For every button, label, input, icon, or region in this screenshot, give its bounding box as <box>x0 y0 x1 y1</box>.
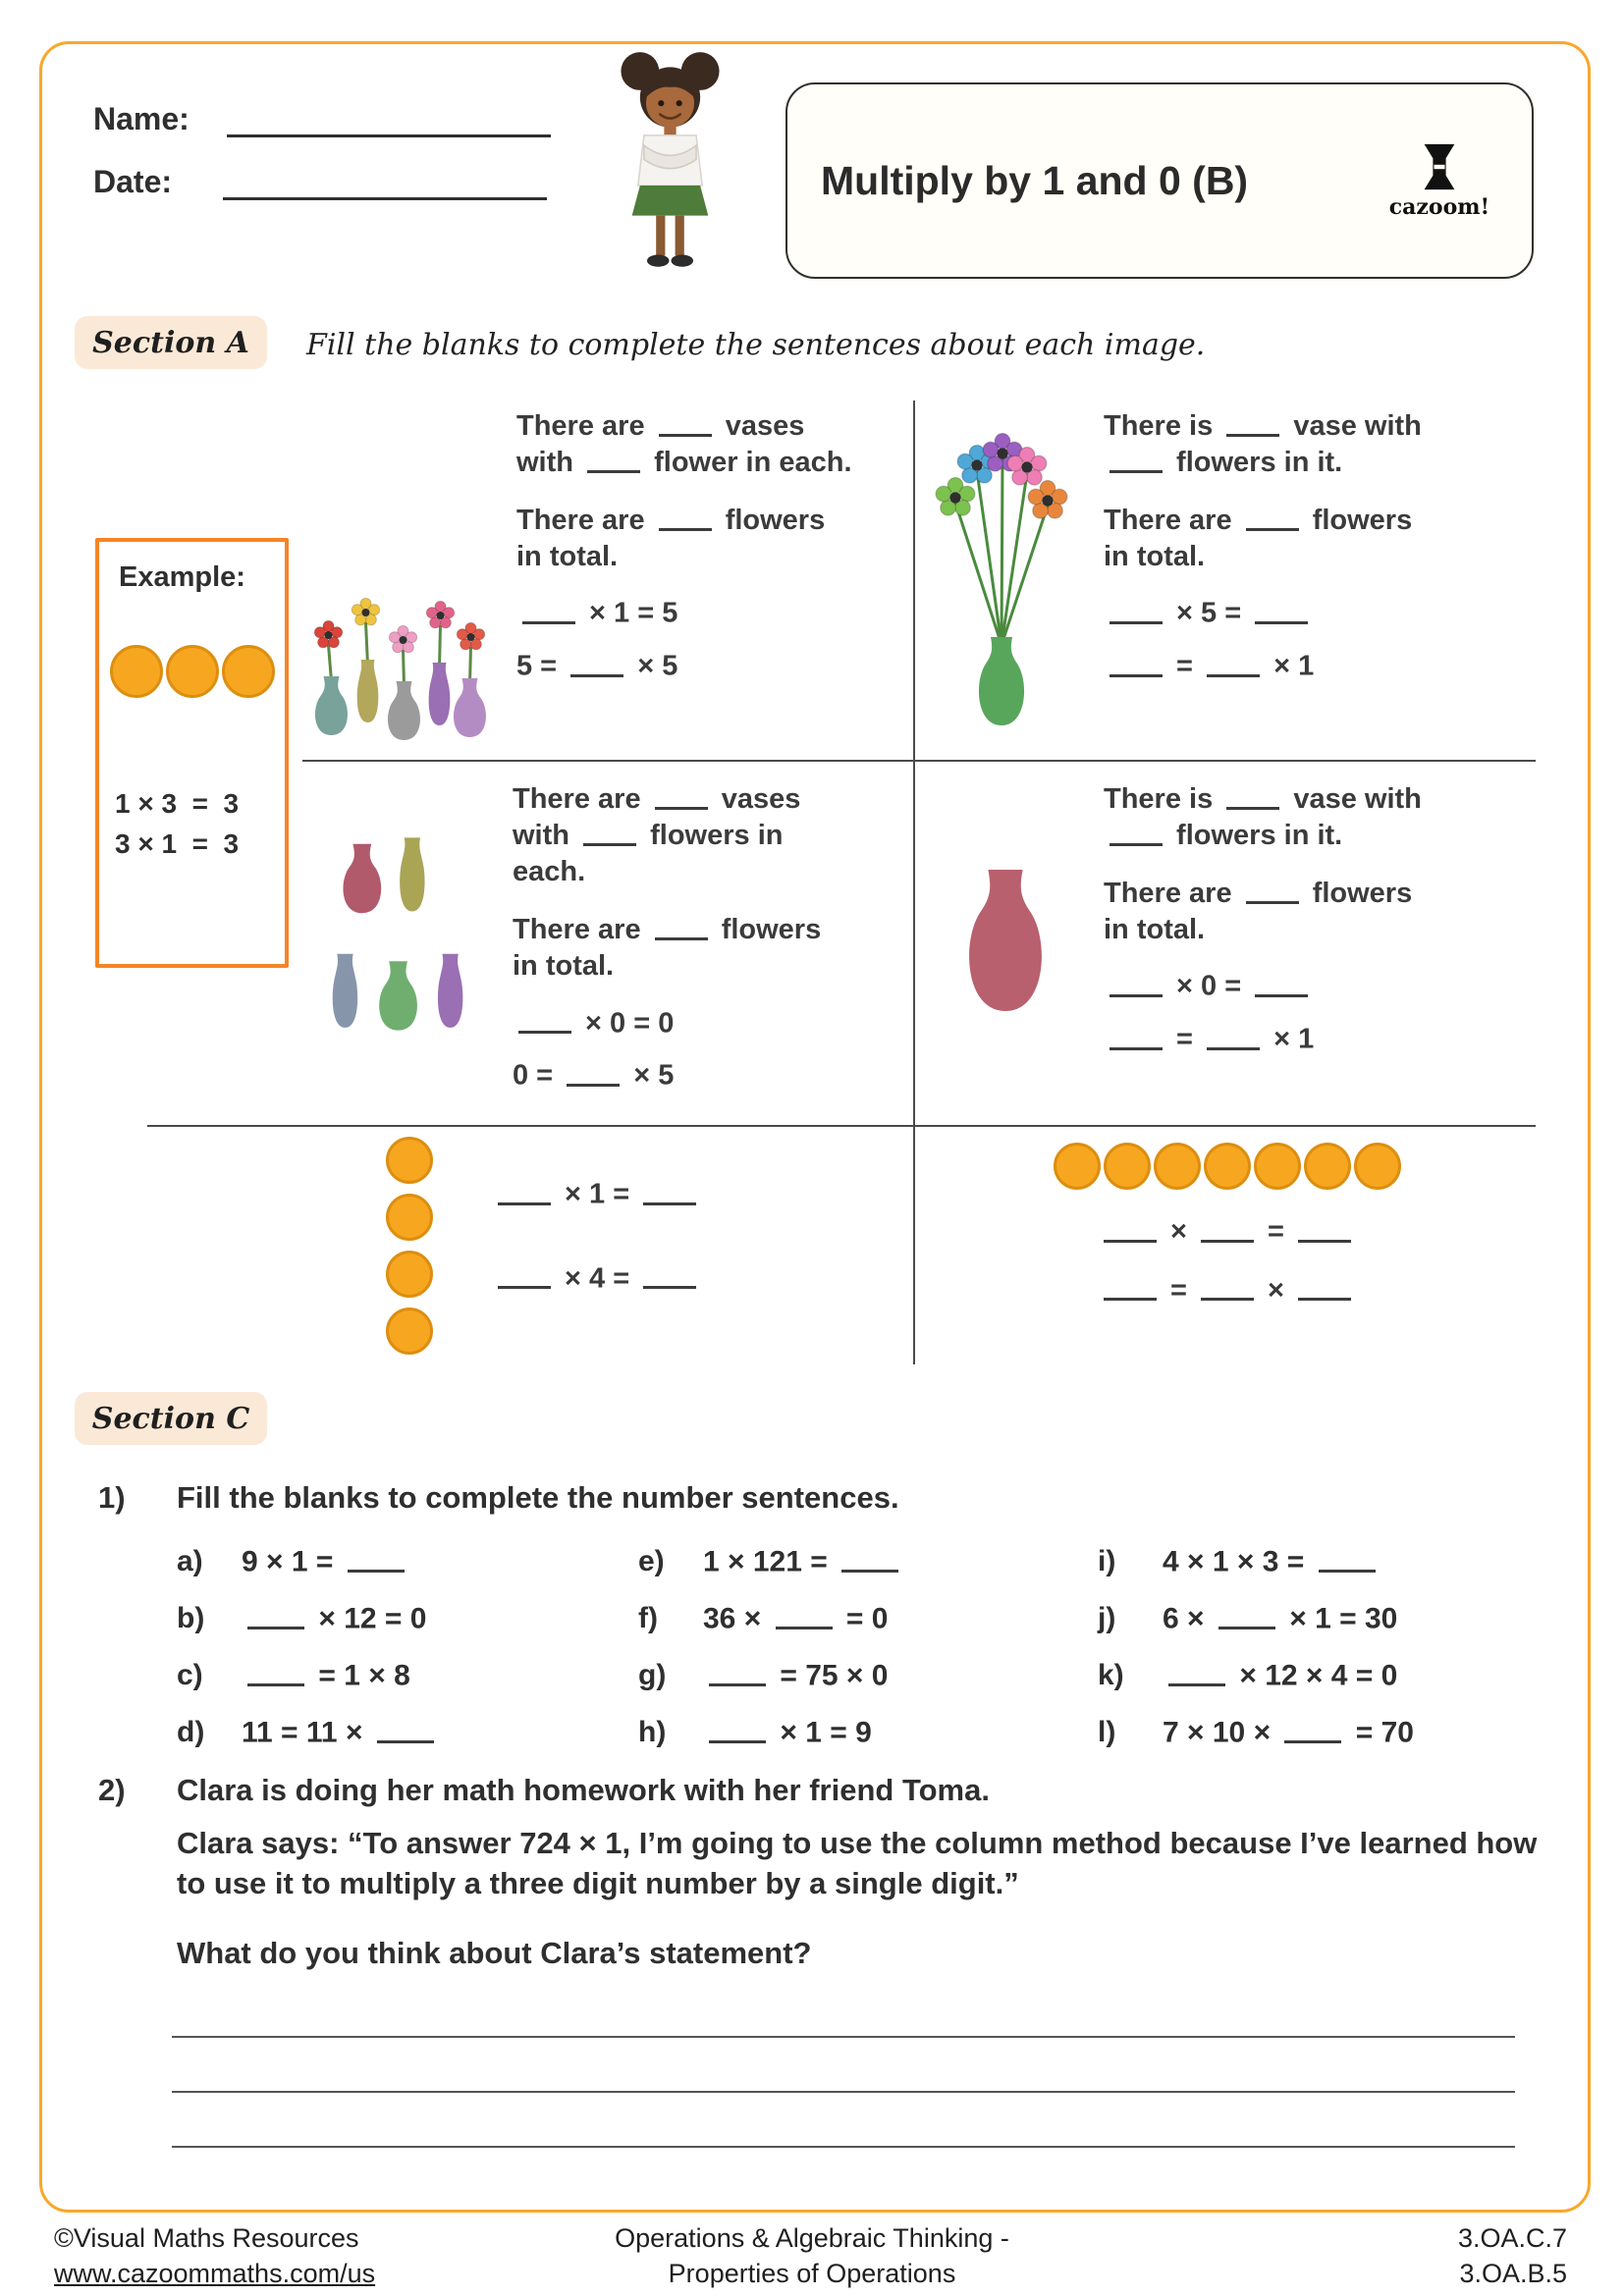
seven-counters-figure <box>1054 1143 1401 1190</box>
answer-blank[interactable] <box>498 1178 551 1205</box>
equation: 0 = × 5 <box>513 1059 675 1092</box>
number-sentence-item <box>177 1647 599 1704</box>
answer-blank[interactable] <box>1110 446 1163 473</box>
counter-circle <box>1154 1143 1201 1190</box>
number-sentence-item <box>1098 1533 1549 1590</box>
website-link[interactable]: www.cazoommaths.com/us <box>54 2259 376 2289</box>
item-expression: 9 × 1 = <box>242 1545 410 1579</box>
counter-circle <box>1254 1143 1301 1190</box>
cazoom-logo-icon <box>1418 141 1461 192</box>
name-label: Name: <box>93 101 189 136</box>
worksheet-title-box <box>785 82 1534 279</box>
equation: × 0 = <box>1104 970 1442 1003</box>
answer-blank[interactable] <box>247 1659 304 1687</box>
counter-circle <box>386 1194 433 1241</box>
equation: × 0 = 0 <box>513 1007 851 1041</box>
answer-blank[interactable] <box>1226 782 1279 810</box>
number-sentence-item <box>1098 1590 1549 1647</box>
q1-column-3 <box>1098 1533 1549 1761</box>
section-c-chip <box>75 1392 267 1445</box>
standard-code-1: 3.OA.C.7 <box>1457 2223 1567 2253</box>
sentence: There are vases with flower in each. <box>516 410 852 479</box>
answer-blank[interactable] <box>776 1602 833 1630</box>
footer-right <box>1458 2220 1567 2292</box>
answer-blank[interactable] <box>247 1602 304 1630</box>
equation: × 5 = <box>1104 597 1442 630</box>
answer-blank[interactable] <box>1246 505 1299 532</box>
number-sentence-item <box>177 1704 599 1761</box>
item-letter: b) <box>177 1602 205 1634</box>
equation: = × <box>1098 1274 1357 1308</box>
date-row <box>93 157 547 200</box>
section-a-cell-5 <box>299 1137 908 1362</box>
answer-blank[interactable] <box>1201 1215 1254 1243</box>
sentence: There are flowers in total. <box>513 914 822 983</box>
grid-divider-horizontal-1 <box>302 760 1536 762</box>
counter-circle <box>1354 1143 1401 1190</box>
counter-circle <box>386 1251 433 1298</box>
answer-blank[interactable] <box>1207 1023 1260 1050</box>
answer-blank[interactable] <box>659 505 712 532</box>
item-expression: 6 × × 1 = 30 <box>1163 1602 1398 1635</box>
answer-blank[interactable] <box>377 1716 434 1744</box>
answer-blank[interactable] <box>1207 650 1260 677</box>
equation: × 1 = 5 <box>516 597 855 630</box>
item-letter: g) <box>638 1659 667 1691</box>
counter-circle <box>166 645 219 698</box>
sentence: There are flowers in total. <box>1104 878 1413 946</box>
equation: × 4 = <box>492 1262 702 1296</box>
counter-circle <box>386 1137 433 1184</box>
equation: × = <box>1098 1215 1357 1249</box>
one-vase-five-flowers-figure <box>923 404 1080 728</box>
question-2-prompt: What do you think about Clara’s statement? <box>177 1936 812 1970</box>
answer-blank[interactable] <box>1319 1545 1376 1574</box>
section-a-cell-4 <box>923 774 1532 1115</box>
answer-blank[interactable] <box>1110 1023 1163 1050</box>
answer-blank[interactable] <box>655 782 708 810</box>
number-sentence-item <box>177 1590 599 1647</box>
item-letter: l) <box>1098 1716 1116 1748</box>
number-sentence-item <box>1098 1704 1549 1761</box>
answer-blank[interactable] <box>522 597 575 624</box>
question-2-number: 2) <box>98 1773 126 1807</box>
answer-blank[interactable] <box>709 1716 766 1744</box>
student-girl-illustration <box>584 47 756 278</box>
section-a-cell-6 <box>923 1137 1532 1362</box>
footer-center <box>0 2220 1624 2292</box>
item-expression: 4 × 1 × 3 = <box>1163 1545 1381 1579</box>
item-expression: 36 × = 0 <box>703 1602 889 1635</box>
counter-circle <box>1104 1143 1151 1190</box>
section-a-chip <box>75 316 267 369</box>
section-a-label: Section A <box>92 325 249 360</box>
answer-blank[interactable] <box>659 409 712 437</box>
page-title: Multiply by 1 and 0 (B) <box>821 157 1249 203</box>
example-equation-2: 3 × 1 = 3 <box>115 828 240 859</box>
answer-blank[interactable] <box>1284 1716 1341 1744</box>
answer-blank[interactable] <box>1218 1602 1275 1630</box>
answer-blank[interactable] <box>348 1545 405 1574</box>
section-a-cell-2 <box>923 404 1532 754</box>
counter-circle <box>110 645 163 698</box>
answer-blank[interactable] <box>1298 1215 1351 1243</box>
counter-circle <box>386 1308 433 1355</box>
answer-blank[interactable] <box>1255 597 1308 624</box>
section-a-cell-1 <box>299 404 908 754</box>
item-expression: = 75 × 0 <box>703 1659 888 1693</box>
answer-blank[interactable] <box>643 1178 696 1205</box>
name-row <box>93 94 551 137</box>
item-expression: × 12 × 4 = 0 <box>1163 1659 1397 1693</box>
answer-line[interactable] <box>172 2036 1515 2038</box>
number-sentence-item <box>638 1590 1070 1647</box>
example-box <box>95 538 289 968</box>
answer-blank[interactable] <box>583 819 636 846</box>
number-sentence-item <box>638 1533 1070 1590</box>
item-expression: = 1 × 8 <box>242 1659 410 1693</box>
four-counters-figure <box>386 1137 433 1362</box>
answer-blank[interactable] <box>1226 409 1279 437</box>
item-letter: j) <box>1098 1602 1116 1634</box>
q1-column-1 <box>177 1533 599 1761</box>
item-letter: d) <box>177 1716 205 1748</box>
item-expression: × 1 = 9 <box>703 1716 872 1750</box>
cazoom-logo <box>1380 141 1498 220</box>
answer-line[interactable] <box>172 2091 1515 2093</box>
answer-blank[interactable] <box>1298 1274 1351 1302</box>
answer-blank[interactable] <box>518 1007 571 1035</box>
equation: = × 1 <box>1104 1023 1442 1056</box>
equation: 5 = × 5 <box>516 650 678 682</box>
item-letter: e) <box>638 1545 665 1577</box>
answer-blank[interactable] <box>1110 650 1163 677</box>
number-sentence-item <box>1098 1647 1549 1704</box>
item-expression: 7 × 10 × = 70 <box>1163 1716 1414 1749</box>
question-1-number: 1) <box>98 1480 126 1515</box>
section-a-instruction: Fill the blanks to complete the sentences about each image. <box>306 328 1206 362</box>
answer-blank[interactable] <box>1168 1659 1225 1687</box>
example-counters <box>110 645 275 698</box>
answer-blank[interactable] <box>643 1262 696 1290</box>
item-letter: f) <box>638 1602 658 1634</box>
answer-blank[interactable] <box>570 650 623 677</box>
footer-topic-line-2: Properties of Operations <box>668 2259 956 2289</box>
five-empty-vases-figure <box>299 830 491 1071</box>
sentence: There is vase with flowers in it. <box>1104 783 1422 852</box>
question-2-quote: Clara says: “To answer 724 × 1, I’m going to use the column method because I’ve learned how to use it to multiply a three digit number by a single digit.” <box>177 1826 1538 1900</box>
counter-circle <box>1054 1143 1101 1190</box>
section-a-cell-3 <box>299 774 908 1115</box>
grid-divider-horizontal-2 <box>147 1125 1536 1127</box>
item-expression: × 12 = 0 <box>242 1602 426 1636</box>
counter-circle <box>1304 1143 1351 1190</box>
item-expression: 1 × 121 = <box>703 1545 904 1579</box>
sentence: There are vases with flowers in each. <box>513 783 801 888</box>
item-expression: 11 = 11 × <box>242 1716 440 1750</box>
counter-circle <box>1204 1143 1251 1190</box>
number-sentence-item <box>177 1533 599 1590</box>
answer-blank[interactable] <box>1110 970 1163 997</box>
number-sentence-item <box>638 1647 1070 1704</box>
answer-blank[interactable] <box>1104 1215 1157 1243</box>
answer-blank[interactable] <box>1110 819 1163 846</box>
standard-code-2: 3.OA.B.5 <box>1459 2259 1567 2289</box>
number-sentence-item <box>638 1704 1070 1761</box>
section-c-label: Section C <box>91 1401 250 1436</box>
counter-circle <box>222 645 275 698</box>
grid-divider-vertical <box>913 400 915 1364</box>
cazoom-logo-text: cazoom! <box>1388 194 1490 220</box>
answer-blank[interactable] <box>1201 1274 1254 1302</box>
date-label: Date: <box>93 164 173 199</box>
answer-blank[interactable] <box>1246 878 1299 905</box>
answer-blank[interactable] <box>841 1545 898 1574</box>
item-letter: i) <box>1098 1545 1116 1577</box>
item-letter: h) <box>638 1716 667 1748</box>
item-letter: a) <box>177 1545 203 1577</box>
equation: = × 1 <box>1104 650 1442 683</box>
answer-blank[interactable] <box>587 446 640 473</box>
item-letter: k) <box>1098 1659 1124 1691</box>
q1-column-2 <box>638 1533 1070 1761</box>
example-equation-1: 1 × 3 = 3 <box>115 788 240 819</box>
example-label: Example: <box>119 561 245 593</box>
answer-blank[interactable] <box>1104 1274 1157 1302</box>
footer-topic-line-1: Operations & Algebraic Thinking - <box>615 2223 1009 2253</box>
question-2-intro: Clara is doing her math homework with her friend Toma. <box>177 1773 990 1807</box>
equation: × 1 = <box>492 1178 702 1211</box>
question-1-text: Fill the blanks to complete the number sentences. <box>177 1480 899 1515</box>
one-empty-vase-figure <box>947 832 1064 1048</box>
answer-blank[interactable] <box>655 914 708 941</box>
answer-blank[interactable] <box>1255 970 1308 997</box>
sentence: There are flowers in total. <box>516 505 826 573</box>
answer-blank[interactable] <box>709 1659 766 1687</box>
five-vases-one-flower-figure <box>299 404 501 743</box>
sentence: There is vase with flowers in it. <box>1104 410 1422 479</box>
answer-line[interactable] <box>172 2146 1515 2148</box>
answer-blank[interactable] <box>1110 597 1163 624</box>
copyright-text: ©Visual Maths Resources <box>54 2223 359 2253</box>
sentence: There are flowers in total. <box>1104 505 1413 573</box>
answer-blank[interactable] <box>498 1262 551 1290</box>
answer-blank[interactable] <box>567 1059 620 1087</box>
item-letter: c) <box>177 1659 203 1691</box>
date-line[interactable] <box>223 162 547 200</box>
name-line[interactable] <box>227 99 551 137</box>
